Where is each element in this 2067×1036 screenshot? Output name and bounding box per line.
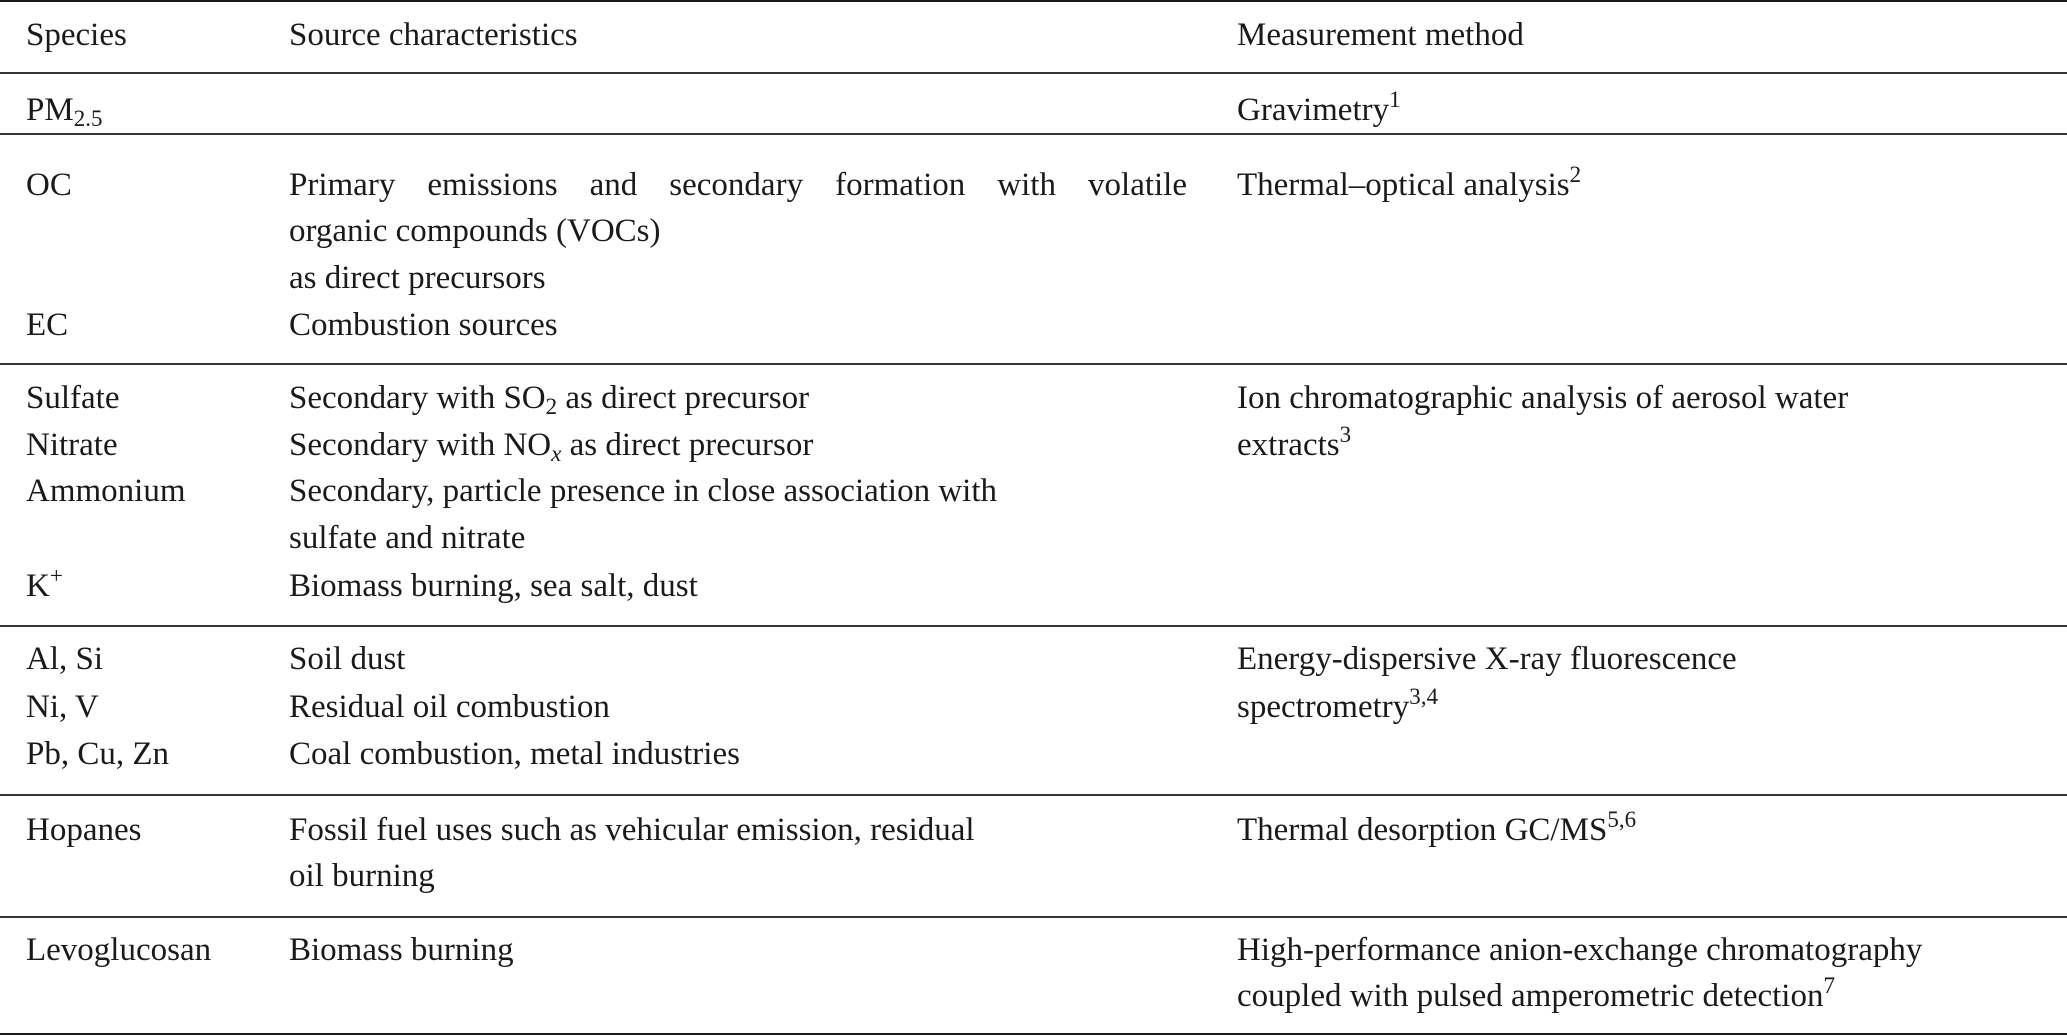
method-xrf-line2: spectrometry$^{3,4}$ [1237, 684, 1439, 725]
group-rule [0, 133, 2067, 135]
species-pm25: $PM_{2.5}$ [26, 92, 103, 131]
source-hopanes-line2: oil burning [289, 858, 435, 894]
source-sulfate: Secondary with $SO_2$ as direct precursor [289, 380, 810, 419]
species-pbcuzn: Pb, Cu, Zn [26, 736, 170, 772]
species-sulfate: Sulfate [26, 380, 120, 416]
source-ammonium-line2: sulfate and nitrate [289, 520, 526, 556]
source-ammonium-line1: Secondary, particle presence in close association with [289, 473, 998, 509]
method-ions-line2: extracts$^3$ [1237, 422, 1352, 463]
group-rule [0, 794, 2067, 796]
species-ec: EC [26, 307, 69, 343]
source-oc-line3: as direct precursors [289, 260, 546, 296]
method-levoglucosan-line2: coupled with pulsed amperometric detection$^7$ [1237, 973, 1835, 1014]
method-ions-line1: Ion chromatographic analysis of aerosol water [1237, 380, 1849, 416]
group-rule [0, 363, 2067, 365]
species-nitrate: Nitrate [26, 427, 118, 463]
species-oc: OC [26, 167, 72, 203]
method-levoglucosan-line1: High-performance anion-exchange chromatography [1237, 932, 1923, 968]
species-hopanes: Hopanes [26, 812, 142, 848]
source-hopanes-line1: Fossil fuel uses such as vehicular emission, residual [289, 812, 975, 848]
species-levoglucosan: Levoglucosan [26, 932, 212, 968]
source-oc-line2: organic compounds (VOCs) [289, 213, 661, 249]
method-xrf-line1: Energy-dispersive X-ray fluorescence [1237, 641, 1737, 677]
method-pm25: Gravimetry$^1$ [1237, 87, 1401, 128]
group-rule [0, 625, 2067, 627]
source-levoglucosan: Biomass burning [289, 932, 514, 968]
group-rule [0, 916, 2067, 918]
source-nitrate: Secondary with $NO_x$ as direct precursor [289, 427, 814, 466]
header-method: Measurement method [1237, 17, 1524, 53]
source-potassium: Biomass burning, sea salt, dust [289, 568, 698, 604]
species-potassium: K+ [26, 563, 63, 604]
method-oc: Thermal–optical analysis$^2$ [1237, 162, 1582, 203]
source-oc-line1: Primary emissions and secondary formation with volatile [289, 167, 1187, 203]
header-source: Source characteristics [289, 17, 578, 53]
species-ammonium: Ammonium [26, 473, 186, 509]
header-species: Species [26, 17, 127, 53]
top-rule [0, 0, 2067, 2]
method-hopanes: Thermal desorption GC/MS$^{5,6}$ [1237, 807, 1637, 848]
species-niv: Ni, V [26, 689, 99, 725]
source-alsi: Soil dust [289, 641, 406, 677]
header-rule [0, 72, 2067, 74]
bottom-rule [0, 1033, 2067, 1035]
source-niv: Residual oil combustion [289, 689, 610, 725]
source-pbcuzn: Coal combustion, metal industries [289, 736, 740, 772]
species-alsi: Al, Si [26, 641, 104, 677]
source-ec: Combustion sources [289, 307, 558, 343]
